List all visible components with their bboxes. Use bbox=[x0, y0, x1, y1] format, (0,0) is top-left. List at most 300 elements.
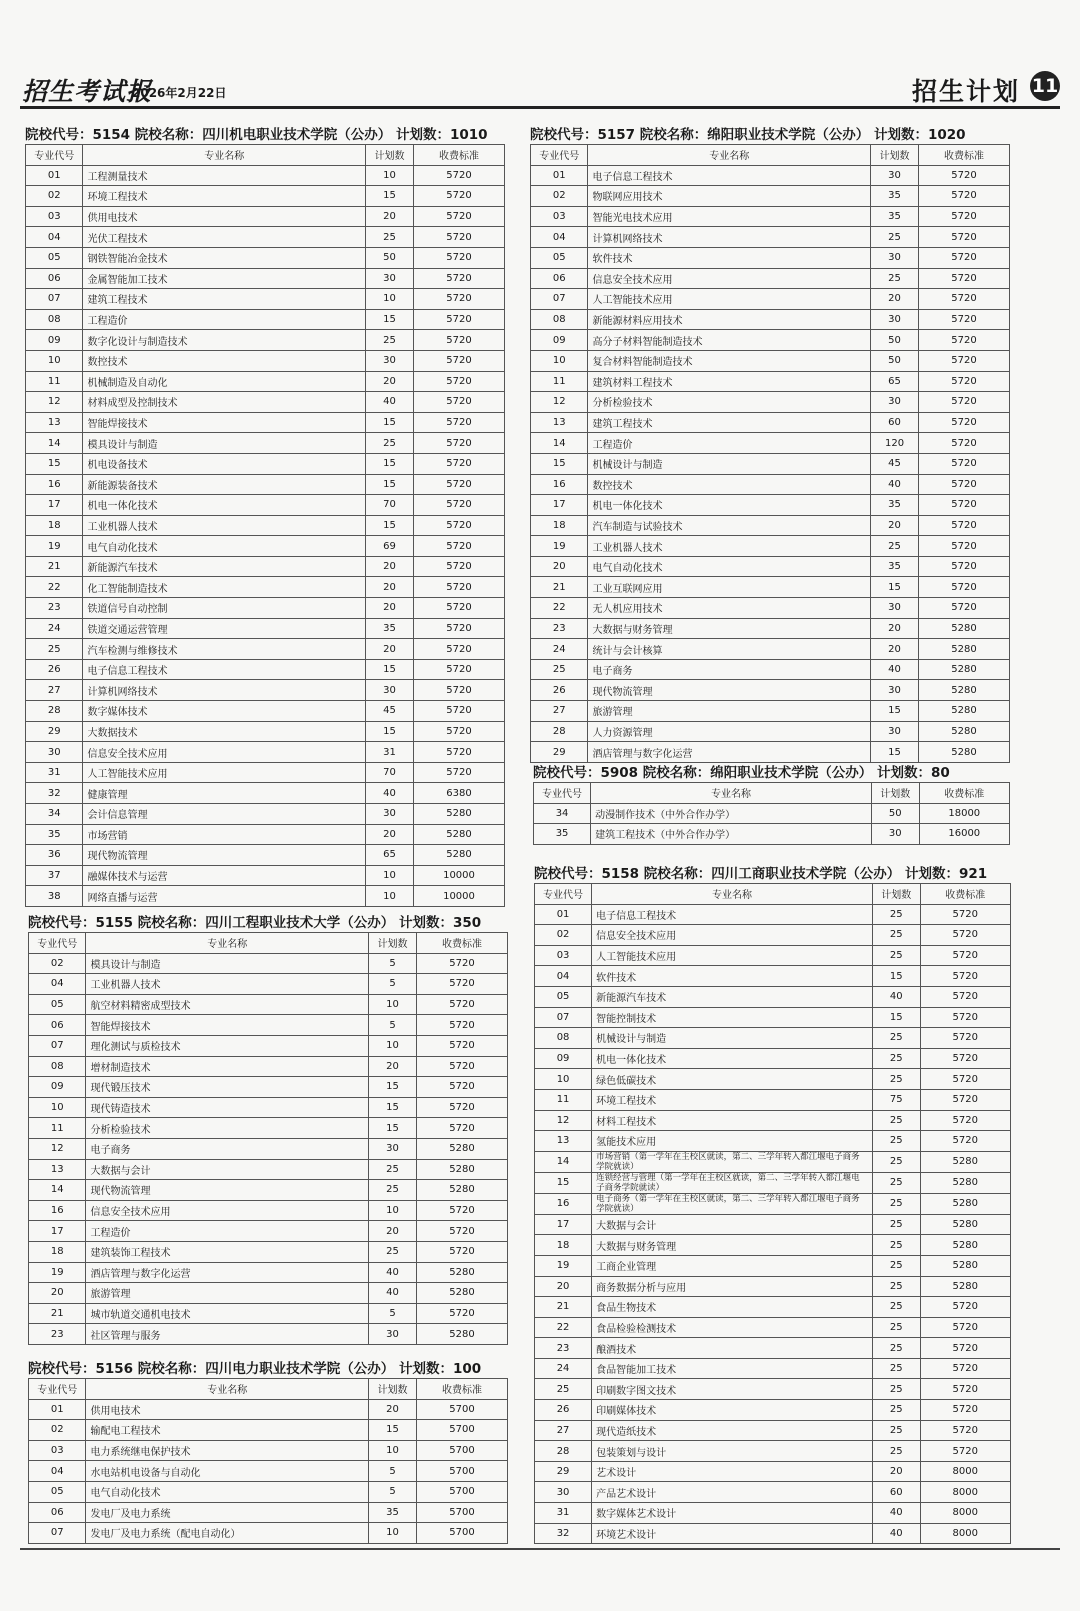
major-name: 机械设计与制造 bbox=[588, 453, 871, 474]
major-code: 21 bbox=[26, 556, 83, 577]
table-row bbox=[26, 536, 505, 557]
major-name: 食品检验检测技术 bbox=[592, 1317, 873, 1338]
tuition-fee: 5720 bbox=[413, 186, 504, 207]
plan-count: 15 bbox=[369, 1118, 417, 1139]
major-code: 18 bbox=[29, 1241, 86, 1262]
tuition-fee: 5720 bbox=[413, 721, 504, 742]
table-row bbox=[26, 474, 505, 495]
table-row bbox=[29, 1241, 508, 1262]
plan-count: 10 bbox=[366, 865, 414, 886]
tuition-fee: 5720 bbox=[416, 1077, 507, 1098]
table-row bbox=[531, 618, 1010, 639]
major-code: 18 bbox=[531, 515, 588, 536]
plan-count: 10 bbox=[366, 289, 414, 310]
school-block bbox=[534, 865, 1011, 1544]
major-name: 工业机器人技术 bbox=[83, 515, 366, 536]
tuition-fee: 5720 bbox=[918, 515, 1009, 536]
column-header-name: 专业名称 bbox=[86, 933, 369, 954]
major-code: 17 bbox=[29, 1221, 86, 1242]
table-row bbox=[531, 639, 1010, 660]
table-row bbox=[531, 495, 1010, 516]
tuition-fee: 5280 bbox=[918, 639, 1009, 660]
table-row bbox=[531, 206, 1010, 227]
major-code: 01 bbox=[531, 165, 588, 186]
column-header-code: 专业代号 bbox=[531, 145, 588, 166]
major-name: 建筑工程技术（中外合作办学） bbox=[591, 824, 872, 845]
tuition-fee: 5720 bbox=[413, 165, 504, 186]
table-row bbox=[535, 986, 1011, 1007]
major-code: 13 bbox=[29, 1159, 86, 1180]
table-row bbox=[535, 904, 1011, 925]
major-name: 材料工程技术 bbox=[592, 1110, 873, 1131]
tuition-fee: 5720 bbox=[918, 309, 1009, 330]
table-row bbox=[535, 1338, 1011, 1359]
plan-count: 30 bbox=[369, 1138, 417, 1159]
tuition-fee: 5280 bbox=[920, 1214, 1010, 1235]
major-code: 06 bbox=[29, 1502, 86, 1523]
major-code: 04 bbox=[29, 974, 86, 995]
plan-count: 15 bbox=[872, 966, 920, 987]
table-row bbox=[29, 1097, 508, 1118]
column-header-fee: 收费标准 bbox=[920, 884, 1010, 905]
tuition-fee: 5720 bbox=[413, 474, 504, 495]
table-row bbox=[531, 350, 1010, 371]
major-code: 06 bbox=[29, 1015, 86, 1036]
major-name: 大数据与财务管理 bbox=[592, 1235, 873, 1256]
plan-count: 5 bbox=[369, 953, 417, 974]
table-row bbox=[535, 1131, 1011, 1152]
major-name: 工程造价 bbox=[86, 1221, 369, 1242]
table-row bbox=[531, 330, 1010, 351]
tuition-fee: 5720 bbox=[413, 412, 504, 433]
major-code: 17 bbox=[535, 1214, 592, 1235]
table-header-row bbox=[26, 145, 505, 166]
plan-count: 20 bbox=[366, 639, 414, 660]
table-row bbox=[535, 1420, 1011, 1441]
major-code: 16 bbox=[535, 1193, 592, 1214]
table-row bbox=[535, 966, 1011, 987]
major-name: 物联网应用技术 bbox=[588, 186, 871, 207]
table-row bbox=[26, 227, 505, 248]
tuition-fee: 5280 bbox=[920, 1255, 1010, 1276]
table-row bbox=[29, 1221, 508, 1242]
plan-count: 69 bbox=[366, 536, 414, 557]
tuition-fee: 5720 bbox=[920, 1048, 1010, 1069]
table-row bbox=[26, 309, 505, 330]
major-name: 食品智能加工技术 bbox=[592, 1358, 873, 1379]
tuition-fee: 5720 bbox=[413, 247, 504, 268]
table-row bbox=[29, 994, 508, 1015]
major-name: 人力资源管理 bbox=[588, 721, 871, 742]
footer-rule bbox=[20, 1548, 1060, 1550]
table-row bbox=[26, 433, 505, 454]
column-header-fee: 收费标准 bbox=[413, 145, 504, 166]
tuition-fee: 5720 bbox=[920, 1110, 1010, 1131]
major-name: 智能控制技术 bbox=[592, 1007, 873, 1028]
plan-count: 5 bbox=[369, 1303, 417, 1324]
major-code: 11 bbox=[531, 371, 588, 392]
major-name: 市场营销 bbox=[83, 824, 366, 845]
column-header-plan: 计划数 bbox=[872, 884, 920, 905]
tuition-fee: 5280 bbox=[416, 1180, 507, 1201]
plan-count: 10 bbox=[369, 1440, 417, 1461]
plan-table bbox=[534, 883, 1011, 1544]
plan-count: 45 bbox=[871, 453, 919, 474]
table-header-row bbox=[29, 1379, 508, 1400]
major-code: 28 bbox=[535, 1441, 592, 1462]
major-code: 23 bbox=[29, 1324, 86, 1345]
major-name: 发电厂及电力系统 bbox=[86, 1502, 369, 1523]
major-name: 旅游管理 bbox=[86, 1283, 369, 1304]
major-name: 数字媒体技术 bbox=[83, 701, 366, 722]
table-row bbox=[535, 1193, 1011, 1214]
tuition-fee: 5720 bbox=[918, 206, 1009, 227]
tuition-fee: 5720 bbox=[416, 974, 507, 995]
major-code: 12 bbox=[531, 392, 588, 413]
tuition-fee: 5720 bbox=[413, 330, 504, 351]
table-row bbox=[531, 701, 1010, 722]
plan-count: 50 bbox=[366, 247, 414, 268]
table-row bbox=[531, 309, 1010, 330]
major-code: 28 bbox=[26, 701, 83, 722]
plan-count: 20 bbox=[369, 1056, 417, 1077]
plan-count: 15 bbox=[872, 1007, 920, 1028]
plan-count: 25 bbox=[872, 925, 920, 946]
major-code: 07 bbox=[535, 1007, 592, 1028]
table-row bbox=[29, 1035, 508, 1056]
school-block bbox=[28, 1360, 508, 1544]
tuition-fee: 16000 bbox=[919, 824, 1009, 845]
school-title: 院校代号：5155 院校名称：四川工程职业技术大学（公办） 计划数：350 bbox=[28, 915, 482, 931]
major-code: 23 bbox=[531, 618, 588, 639]
major-name: 铁道交通运营管理 bbox=[83, 618, 366, 639]
table-row bbox=[29, 1461, 508, 1482]
major-code: 14 bbox=[535, 1151, 592, 1172]
plan-count: 25 bbox=[872, 1317, 920, 1338]
table-row bbox=[535, 1400, 1011, 1421]
school-block bbox=[530, 126, 1010, 763]
plan-count: 15 bbox=[369, 1077, 417, 1098]
tuition-fee: 5280 bbox=[920, 1151, 1010, 1172]
major-code: 14 bbox=[531, 433, 588, 454]
tuition-fee: 6380 bbox=[413, 783, 504, 804]
major-code: 15 bbox=[26, 453, 83, 474]
plan-count: 35 bbox=[871, 206, 919, 227]
major-name: 工程造价 bbox=[83, 309, 366, 330]
tuition-fee: 5280 bbox=[416, 1324, 507, 1345]
tuition-fee: 5700 bbox=[416, 1461, 507, 1482]
table-row bbox=[26, 268, 505, 289]
major-name: 计算机网络技术 bbox=[588, 227, 871, 248]
plan-count: 75 bbox=[872, 1089, 920, 1110]
major-name: 智能光电技术应用 bbox=[588, 206, 871, 227]
major-code: 11 bbox=[29, 1118, 86, 1139]
table-row bbox=[531, 165, 1010, 186]
tuition-fee: 5720 bbox=[416, 1221, 507, 1242]
plan-count: 60 bbox=[872, 1482, 920, 1503]
major-code: 09 bbox=[29, 1077, 86, 1098]
plan-count: 15 bbox=[369, 1420, 417, 1441]
major-name: 酒店管理与数字化运营 bbox=[588, 742, 871, 763]
plan-count: 30 bbox=[871, 247, 919, 268]
plan-count: 25 bbox=[872, 1400, 920, 1421]
table-row bbox=[26, 495, 505, 516]
table-row bbox=[29, 1283, 508, 1304]
column-header-plan: 计划数 bbox=[871, 145, 919, 166]
major-name: 材料成型及控制技术 bbox=[83, 392, 366, 413]
major-code: 17 bbox=[531, 495, 588, 516]
major-code: 19 bbox=[26, 536, 83, 557]
plan-count: 25 bbox=[872, 1420, 920, 1441]
plan-count: 20 bbox=[871, 639, 919, 660]
major-code: 25 bbox=[531, 659, 588, 680]
major-code: 07 bbox=[29, 1523, 86, 1544]
column-header-code: 专业代号 bbox=[29, 933, 86, 954]
plan-count: 15 bbox=[366, 474, 414, 495]
major-code: 03 bbox=[535, 945, 592, 966]
plan-count: 35 bbox=[871, 556, 919, 577]
tuition-fee: 5280 bbox=[413, 824, 504, 845]
table-row bbox=[535, 1297, 1011, 1318]
major-name: 旅游管理 bbox=[588, 701, 871, 722]
plan-count: 40 bbox=[871, 659, 919, 680]
major-code: 01 bbox=[26, 165, 83, 186]
plan-count: 25 bbox=[369, 1180, 417, 1201]
tuition-fee: 5720 bbox=[413, 289, 504, 310]
table-row bbox=[535, 1255, 1011, 1276]
plan-count: 25 bbox=[366, 330, 414, 351]
table-row bbox=[26, 886, 505, 907]
table-row bbox=[26, 371, 505, 392]
major-name: 商务数据分析与应用 bbox=[592, 1276, 873, 1297]
table-row bbox=[29, 1015, 508, 1036]
major-name: 健康管理 bbox=[83, 783, 366, 804]
tuition-fee: 5720 bbox=[918, 186, 1009, 207]
major-code: 16 bbox=[29, 1200, 86, 1221]
plan-count: 70 bbox=[366, 762, 414, 783]
tuition-fee: 5720 bbox=[413, 701, 504, 722]
table-row bbox=[29, 1159, 508, 1180]
tuition-fee: 5280 bbox=[918, 701, 1009, 722]
tuition-fee: 5720 bbox=[920, 1400, 1010, 1421]
table-row bbox=[29, 1303, 508, 1324]
plan-count: 25 bbox=[872, 1338, 920, 1359]
major-name: 工商企业管理 bbox=[592, 1255, 873, 1276]
major-code: 08 bbox=[26, 309, 83, 330]
major-code: 13 bbox=[535, 1131, 592, 1152]
school-title: 院校代号：5158 院校名称：四川工商职业技术学院（公办） 计划数：921 bbox=[534, 866, 988, 882]
major-code: 09 bbox=[535, 1048, 592, 1069]
tuition-fee: 5720 bbox=[413, 495, 504, 516]
table-row bbox=[26, 350, 505, 371]
table-row bbox=[531, 412, 1010, 433]
major-name: 产品艺术设计 bbox=[592, 1482, 873, 1503]
major-name: 航空材料精密成型技术 bbox=[86, 994, 369, 1015]
plan-count: 25 bbox=[872, 1193, 920, 1214]
plan-count: 25 bbox=[872, 1028, 920, 1049]
major-code: 05 bbox=[29, 994, 86, 1015]
table-row bbox=[531, 680, 1010, 701]
major-name: 电气自动化技术 bbox=[83, 536, 366, 557]
table-row bbox=[535, 1317, 1011, 1338]
major-code: 03 bbox=[26, 206, 83, 227]
major-name: 现代铸造技术 bbox=[86, 1097, 369, 1118]
plan-count: 25 bbox=[872, 945, 920, 966]
table-row bbox=[29, 1180, 508, 1201]
major-code: 02 bbox=[26, 186, 83, 207]
table-row bbox=[26, 762, 505, 783]
major-name: 市场营销（第一学年在主校区就读，第二、三学年转入都江堰电子商务学院就读） bbox=[592, 1151, 873, 1172]
major-name: 电子商务（第一学年在主校区就读，第二、三学年转入都江堰电子商务学院就读） bbox=[592, 1193, 873, 1214]
table-row bbox=[26, 206, 505, 227]
major-code: 12 bbox=[29, 1138, 86, 1159]
major-name: 人工智能技术应用 bbox=[588, 289, 871, 310]
major-code: 20 bbox=[535, 1276, 592, 1297]
major-name: 输配电工程技术 bbox=[86, 1420, 369, 1441]
plan-count: 25 bbox=[872, 1255, 920, 1276]
major-code: 03 bbox=[531, 206, 588, 227]
major-code: 03 bbox=[29, 1440, 86, 1461]
tuition-fee: 5280 bbox=[918, 742, 1009, 763]
tuition-fee: 5720 bbox=[416, 1035, 507, 1056]
plan-count: 25 bbox=[871, 268, 919, 289]
plan-count: 20 bbox=[871, 515, 919, 536]
plan-count: 15 bbox=[369, 1097, 417, 1118]
major-name: 电气自动化技术 bbox=[588, 556, 871, 577]
tuition-fee: 5720 bbox=[918, 289, 1009, 310]
plan-count: 20 bbox=[369, 1221, 417, 1242]
tuition-fee: 5720 bbox=[413, 371, 504, 392]
plan-count: 20 bbox=[366, 598, 414, 619]
tuition-fee: 5720 bbox=[918, 165, 1009, 186]
plan-count: 20 bbox=[366, 824, 414, 845]
tuition-fee: 5720 bbox=[413, 453, 504, 474]
tuition-fee: 5720 bbox=[920, 945, 1010, 966]
major-name: 数控技术 bbox=[83, 350, 366, 371]
major-code: 19 bbox=[531, 536, 588, 557]
tuition-fee: 5280 bbox=[416, 1283, 507, 1304]
table-row bbox=[26, 577, 505, 598]
major-name: 数字媒体艺术设计 bbox=[592, 1503, 873, 1524]
major-name: 现代物流管理 bbox=[86, 1180, 369, 1201]
plan-count: 15 bbox=[366, 412, 414, 433]
major-name: 大数据与财务管理 bbox=[588, 618, 871, 639]
table-row bbox=[26, 680, 505, 701]
major-name: 电气自动化技术 bbox=[86, 1481, 369, 1502]
plan-count: 50 bbox=[871, 330, 919, 351]
major-code: 10 bbox=[29, 1097, 86, 1118]
major-name: 人工智能技术应用 bbox=[592, 945, 873, 966]
plan-count: 15 bbox=[366, 721, 414, 742]
tuition-fee: 5280 bbox=[413, 804, 504, 825]
plan-count: 25 bbox=[872, 1358, 920, 1379]
major-code: 08 bbox=[535, 1028, 592, 1049]
plan-count: 25 bbox=[872, 1441, 920, 1462]
major-code: 15 bbox=[531, 453, 588, 474]
major-code: 24 bbox=[26, 618, 83, 639]
plan-count: 5 bbox=[369, 1481, 417, 1502]
tuition-fee: 5720 bbox=[920, 1028, 1010, 1049]
table-row bbox=[531, 433, 1010, 454]
plan-count: 30 bbox=[369, 1324, 417, 1345]
major-name: 机电一体化技术 bbox=[592, 1048, 873, 1069]
tuition-fee: 5720 bbox=[918, 330, 1009, 351]
plan-count: 40 bbox=[872, 1503, 920, 1524]
tuition-fee: 5720 bbox=[918, 433, 1009, 454]
plan-count: 40 bbox=[872, 1523, 920, 1544]
table-row bbox=[29, 1077, 508, 1098]
major-name: 新能源汽车技术 bbox=[83, 556, 366, 577]
major-name: 包装策划与设计 bbox=[592, 1441, 873, 1462]
table-row bbox=[531, 474, 1010, 495]
table-row bbox=[26, 330, 505, 351]
table-row bbox=[535, 1379, 1011, 1400]
tuition-fee: 8000 bbox=[920, 1503, 1010, 1524]
table-row bbox=[535, 1089, 1011, 1110]
column-header-code: 专业代号 bbox=[534, 783, 591, 804]
major-code: 15 bbox=[535, 1172, 592, 1193]
plan-table bbox=[25, 144, 505, 907]
plan-count: 25 bbox=[872, 1151, 920, 1172]
plan-count: 25 bbox=[872, 1069, 920, 1090]
table-row bbox=[26, 804, 505, 825]
major-name: 人工智能技术应用 bbox=[83, 762, 366, 783]
tuition-fee: 5720 bbox=[920, 1441, 1010, 1462]
major-name: 智能焊接技术 bbox=[83, 412, 366, 433]
major-name: 信息安全技术应用 bbox=[588, 268, 871, 289]
plan-table bbox=[28, 1378, 508, 1544]
plan-count: 25 bbox=[872, 1214, 920, 1235]
plan-count: 20 bbox=[366, 371, 414, 392]
major-name: 电子商务 bbox=[86, 1138, 369, 1159]
major-code: 37 bbox=[26, 865, 83, 886]
major-name: 电子信息工程技术 bbox=[83, 659, 366, 680]
major-name: 信息安全技术应用 bbox=[592, 925, 873, 946]
column-header-name: 专业名称 bbox=[83, 145, 366, 166]
tuition-fee: 5720 bbox=[920, 1379, 1010, 1400]
tuition-fee: 5720 bbox=[918, 227, 1009, 248]
tuition-fee: 5720 bbox=[920, 1089, 1010, 1110]
major-name: 水电站机电设备与自动化 bbox=[86, 1461, 369, 1482]
major-code: 25 bbox=[535, 1379, 592, 1400]
tuition-fee: 5700 bbox=[416, 1481, 507, 1502]
major-code: 02 bbox=[535, 925, 592, 946]
major-name: 增材制造技术 bbox=[86, 1056, 369, 1077]
table-row bbox=[531, 268, 1010, 289]
table-row bbox=[535, 1172, 1011, 1193]
table-row bbox=[29, 1056, 508, 1077]
table-row bbox=[535, 945, 1011, 966]
tuition-fee: 5720 bbox=[413, 618, 504, 639]
tuition-fee: 5720 bbox=[416, 1241, 507, 1262]
table-row bbox=[26, 186, 505, 207]
plan-count: 65 bbox=[366, 845, 414, 866]
tuition-fee: 5720 bbox=[413, 742, 504, 763]
table-row bbox=[531, 371, 1010, 392]
major-code: 23 bbox=[535, 1338, 592, 1359]
major-code: 24 bbox=[531, 639, 588, 660]
major-code: 22 bbox=[531, 598, 588, 619]
table-row bbox=[29, 1200, 508, 1221]
major-name: 现代锻压技术 bbox=[86, 1077, 369, 1098]
plan-count: 25 bbox=[872, 1379, 920, 1400]
plan-count: 50 bbox=[871, 803, 919, 824]
tuition-fee: 5720 bbox=[416, 1200, 507, 1221]
major-name: 模具设计与制造 bbox=[83, 433, 366, 454]
tuition-fee: 5720 bbox=[416, 953, 507, 974]
major-name: 分析检验技术 bbox=[86, 1118, 369, 1139]
tuition-fee: 5720 bbox=[918, 350, 1009, 371]
